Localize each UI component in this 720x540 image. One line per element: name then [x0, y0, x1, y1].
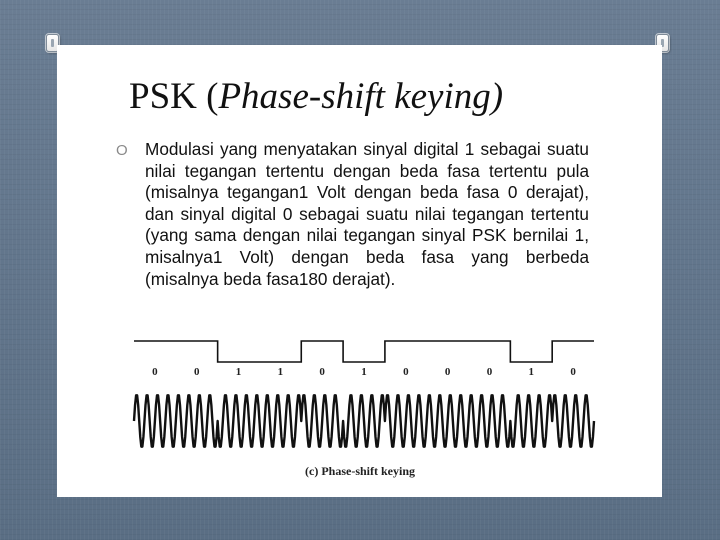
- bit-label: 0: [486, 366, 493, 378]
- bit-label: 1: [528, 366, 535, 378]
- bit-label: 0: [319, 366, 325, 378]
- bit-label: 1: [361, 366, 367, 378]
- slide-title: [129, 75, 503, 118]
- psk-figure: [122, 339, 600, 485]
- bit-label: 0: [403, 366, 409, 378]
- bit-label: 0: [152, 366, 158, 378]
- title-main: PSK (: [129, 76, 219, 117]
- bullet-icon: O: [116, 142, 128, 159]
- bit-label: 1: [277, 366, 284, 378]
- bit-label: 1: [235, 366, 242, 378]
- bit-label: 0: [444, 366, 451, 378]
- psk-figure-svg: [122, 339, 600, 485]
- figure-caption: (c) Phase-shift keying: [305, 464, 415, 478]
- bit-label: 0: [570, 366, 576, 378]
- bit-label: 0: [193, 366, 200, 378]
- title-italic: Phase-shift keying): [218, 76, 504, 117]
- body-paragraph: Modulasi yang menyatakan sinyal digital 1 sebagai suatu nilai tegangan tertentu dengan beda fasa tertentu pula (misalnya tegangan1 Volt dengan beda fasa 0 derajat), dan sinyal digital 0 sebagai suatu nilai tegangan tertentu (yang sama dengan nilai tegangan sinyal PSK bernilai 1, misalnya1 Volt) dengan beda fasa yang berbeda (misalnya beda fasa180 derajat).: [145, 139, 589, 289]
